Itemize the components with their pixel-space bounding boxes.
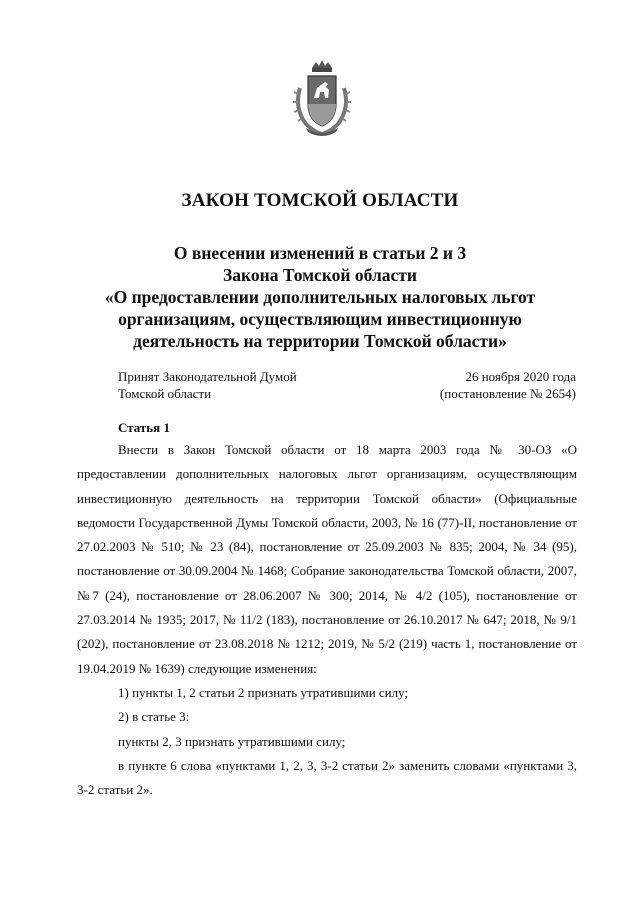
subtitle-line: О внесении изменений в статьи 2 и 3 (173, 243, 467, 263)
subtitle-line: Закона Томской области (223, 265, 417, 285)
article-body (77, 438, 577, 802)
tomsk-oblast-coat-of-arms-icon (290, 58, 354, 138)
article-paragraph: Внести в Закон Томской области от 18 марта 2003 года № 30-ОЗ «О предоставлении дополнительных налоговых льгот организациям, осуществляющим инвестиционную деятельность на территории Томской области» (Официальные ведомости Государственной Думы Томской области, 2003, № 16 (77)-II, постановление от 27.02.2003 № 510; № 23 (84), постановление от 25.09.2003 № 835; 2004, № 34 (95), постановление от 30.09.2004 № 1468; Собрание законодательства Томской области, 2007, №7 (24), постановление от 28.06.2007 № 300; 2014, № 4/2 (105), постановление от 27.03.2014 № 1935; 2017, № 11/2 (183), постановление от 26.10.2017 № 647; 2018, № 9/1 (202), постановление от 23.08.2018 № 1212; 2019, № 5/2 (219) часть 1, постановление от 19.04.2019 № 1639) следующие изменения: (77, 442, 577, 676)
article-paragraph: 1) пункты 1, 2 статьи 2 признать утратившими силу; (118, 684, 409, 700)
adoption-date (440, 368, 576, 402)
article-heading: Статья 1 (118, 420, 170, 435)
adoption-body-line: Принят Законодательной Думой (118, 369, 297, 384)
article-paragraph: пункты 2, 3 признать утратившими силу; (118, 733, 346, 749)
adoption-date-line: 26 ноября 2020 года (465, 369, 576, 384)
law-title: ЗАКОН ТОМСКОЙ ОБЛАСТИ (181, 190, 459, 211)
adoption-body (118, 368, 297, 402)
subtitle-line: организациям, осуществляющим инвестиционную (118, 309, 522, 329)
subtitle-line: деятельность на территории Томской области» (133, 331, 507, 351)
law-subtitle (60, 242, 580, 352)
adoption-body-line: Томской области (118, 386, 212, 401)
article-paragraph: в пункте 6 слова «пунктами 1, 2, 3, 3-2 статьи 2» заменить словами «пунктами 3, 3-2 статьи 2». (77, 757, 577, 798)
subtitle-line: «О предоставлении дополнительных налоговых льгот (104, 287, 536, 307)
article-paragraph: 2) в статье 3: (118, 709, 190, 725)
adoption-resolution-line: (постановление № 2654) (439, 386, 576, 401)
